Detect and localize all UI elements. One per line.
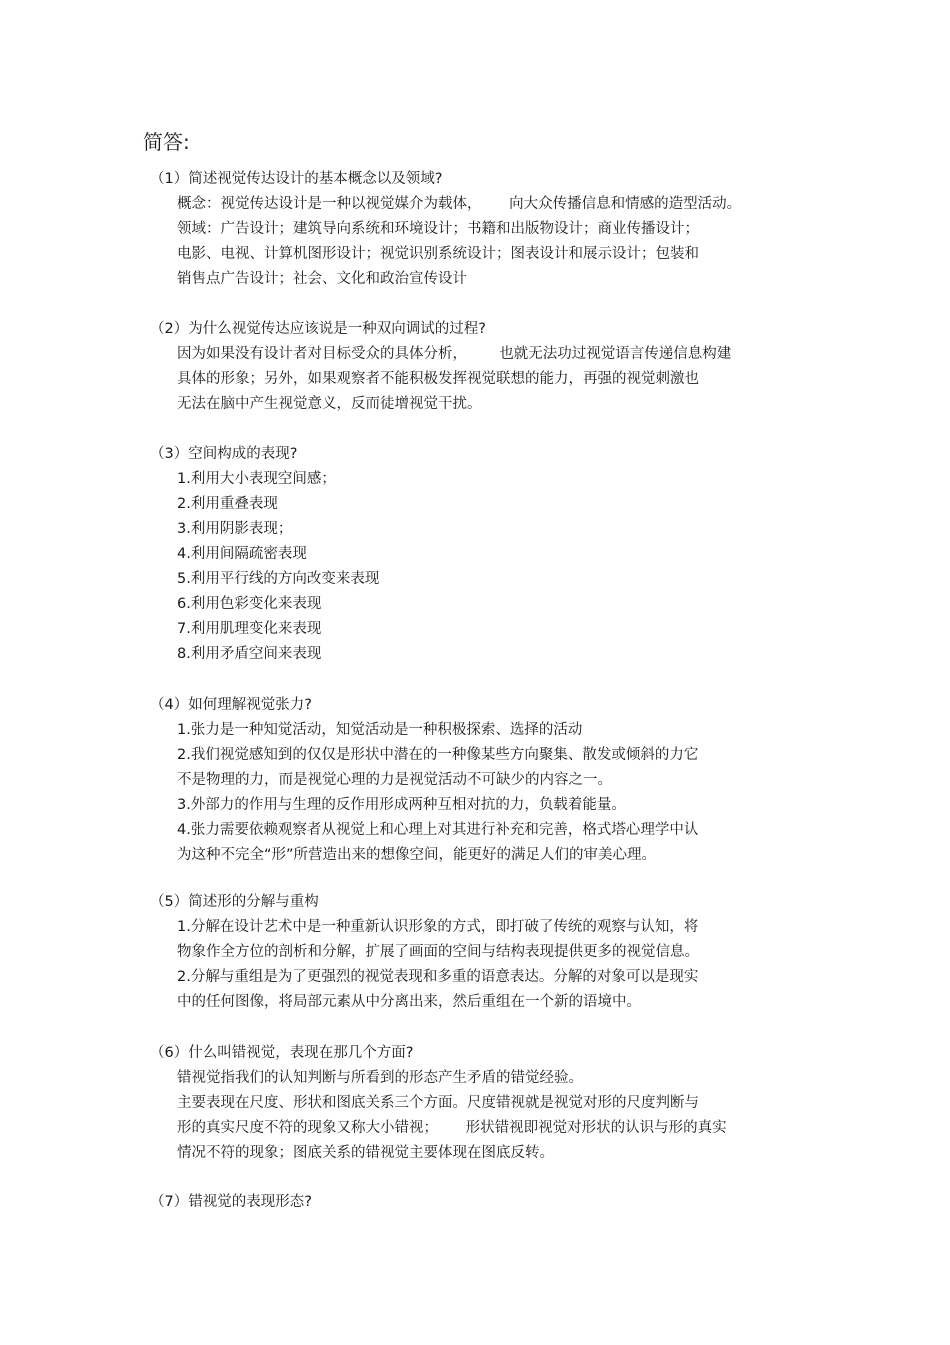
answer-line: 7.利用肌理变化来表现 — [177, 621, 322, 637]
answer-text — [150, 342, 800, 417]
answer-text — [150, 915, 800, 1015]
answer-line: 错视觉指我们的认知判断与所看到的形态产生矛盾的错觉经验。 — [177, 1070, 583, 1086]
answer-line: 4.利用间隔疏密表现 — [177, 546, 307, 562]
answer-line: 因为如果没有设计者对目标受众的具体分析， 也就无法功过视觉语言传递信息构建 — [177, 346, 732, 362]
answer-line: 情况不符的现象；图底关系的错视觉主要体现在图底反转。 — [177, 1145, 554, 1161]
answer-line: 具体的形象；另外，如果观察者不能积极发挥视觉联想的能力，再强的视觉刺激也 — [177, 371, 699, 387]
question-title: （1）简述视觉传达设计的基本概念以及领域? — [150, 171, 443, 187]
question-block — [150, 693, 800, 868]
answer-line: 1.张力是一种知觉活动，知觉活动是一种积极探索、选择的活动 — [177, 722, 583, 738]
answer-text — [150, 718, 800, 868]
question-title: （7）错视觉的表现形态? — [150, 1194, 312, 1210]
answer-line: 主要表现在尺度、形状和图底关系三个方面。尺度错视就是视觉对形的尺度判断与 — [177, 1095, 699, 1111]
answer-line: 为这种不完全“形”所营造出来的想像空间，能更好的满足人们的审美心理。 — [177, 847, 657, 863]
question-block — [150, 167, 800, 292]
answer-line: 8.利用矛盾空间来表现 — [177, 646, 322, 662]
question-block — [150, 317, 800, 417]
answer-line: 1.分解在设计艺术中是一种重新认识形象的方式，即打破了传统的观察与认知，将 — [177, 919, 699, 935]
question-title: （6）什么叫错视觉，表现在那几个方面? — [150, 1045, 414, 1061]
question-title: （3）空间构成的表现? — [150, 446, 298, 462]
answer-line: 形的真实尺度不符的现象又称大小错视； 形状错视即视觉对形状的认识与形的真实 — [177, 1120, 727, 1136]
question-block — [150, 890, 800, 1015]
answer-line: 3.利用阴影表现； — [177, 521, 293, 537]
answer-line: 销售点广告设计；社会、文化和政治宣传设计 — [177, 271, 467, 287]
question-block — [150, 1190, 800, 1215]
answer-line: 1.利用大小表现空间感； — [177, 471, 336, 487]
answer-line: 5.利用平行线的方向改变来表现 — [177, 571, 380, 587]
answer-text — [150, 192, 800, 292]
answer-line: 物象作全方位的剖析和分解，扩展了画面的空间与结构表现提供更多的视觉信息。 — [177, 944, 699, 960]
answer-line: 领域：广告设计；建筑导向系统和环境设计；书籍和出版物设计；商业传播设计； — [177, 221, 699, 237]
answer-line: 不是物理的力，而是视觉心理的力是视觉活动不可缺少的内容之一。 — [177, 772, 612, 788]
question-title: （2）为什么视觉传达应该说是一种双向调试的过程? — [150, 321, 486, 337]
answer-line: 3.外部力的作用与生理的反作用形成两种互相对抗的力，负载着能量。 — [177, 797, 626, 813]
question-block — [150, 1041, 800, 1166]
question-title: （4）如何理解视觉张力? — [150, 697, 312, 713]
answer-text — [150, 467, 800, 667]
answer-line: 中的任何图像，将局部元素从中分离出来，然后重组在一个新的语境中。 — [177, 994, 641, 1010]
answer-line: 概念：视觉传达设计是一种以视觉媒介为载体， 向大众传播信息和情感的造型活动。 — [177, 196, 742, 212]
question-title: （5）简述形的分解与重构 — [150, 894, 319, 910]
question-block — [150, 442, 800, 667]
answer-line: 2.利用重叠表现 — [177, 496, 278, 512]
answer-line: 6.利用色彩变化来表现 — [177, 596, 322, 612]
answer-line: 电影、电视、计算机图形设计；视觉识别系统设计；图表设计和展示设计；包装和 — [177, 246, 699, 262]
section-heading: 简答: — [143, 130, 190, 154]
answer-text — [150, 1066, 800, 1166]
answer-line: 无法在脑中产生视觉意义，反而徒增视觉干扰。 — [177, 396, 482, 412]
answer-line: 4.张力需要依赖观察者从视觉上和心理上对其进行补充和完善，格式塔心理学中认 — [177, 822, 699, 838]
answer-line: 2.分解与重组是为了更强烈的视觉表现和多重的语意表达。分解的对象可以是现实 — [177, 969, 699, 985]
answer-line: 2.我们视觉感知到的仅仅是形状中潜在的一种像某些方向聚集、散发或倾斜的力它 — [177, 747, 699, 763]
